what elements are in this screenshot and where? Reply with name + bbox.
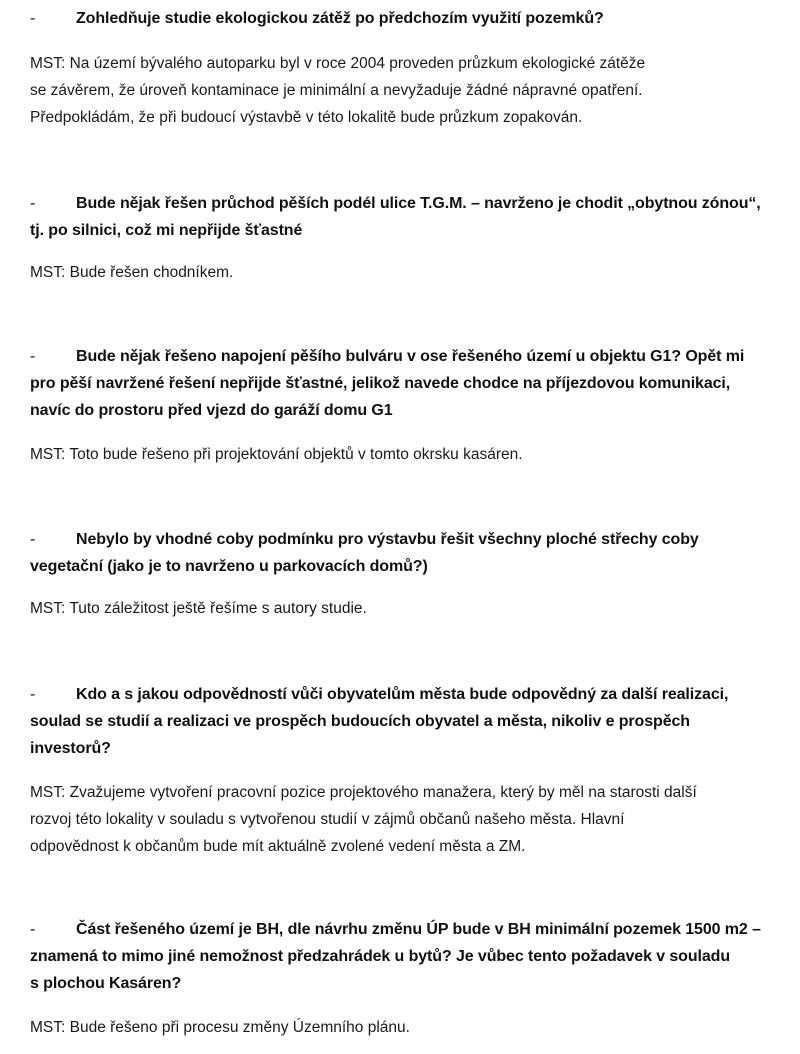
question-2 xyxy=(30,190,765,244)
answer-line: Předpokládám, že při budoucí výstavbě v této lokalitě bude průzkum zopakován. xyxy=(30,109,583,126)
question-line: Bude nějak řešeno napojení pěšího bulváru v ose řešeného území u objektu G1? Opět mi xyxy=(76,348,745,365)
qa-item-4 xyxy=(30,526,765,622)
question-3 xyxy=(30,343,765,424)
bullet-dash: - xyxy=(30,921,36,938)
question-line: navíc do prostoru před vjezd do garáží domu G1 xyxy=(30,402,393,419)
answer-5 xyxy=(30,779,765,860)
qa-item-5 xyxy=(30,681,765,860)
question-1 xyxy=(30,5,765,32)
qa-item-2 xyxy=(30,190,765,286)
answer-line: MST: Zvažujeme vytvoření pracovní pozice projektového manažera, který by měl na starosti další xyxy=(30,784,697,801)
question-line: Kdo a s jakou odpovědností vůči obyvatelům města bude odpovědný za další realizaci, xyxy=(76,686,729,703)
qa-item-6 xyxy=(30,916,765,1041)
question-line: Bude nějak řešen průchod pěších podél ulice T.G.M. – navrženo je chodit „obytnou zónou“, xyxy=(76,195,761,212)
answer-2 xyxy=(30,259,765,286)
answer-line: MST: Tuto záležitost ještě řešíme s autory studie. xyxy=(30,600,367,617)
answer-line: se závěrem, že úroveň kontaminace je minimální a nevyžaduje žádné nápravné opatření. xyxy=(30,82,643,99)
question-line: Část řešeného území je BH, dle návrhu změnu ÚP bude v BH minimální pozemek 1500 m2 – xyxy=(76,921,761,938)
qa-item-3 xyxy=(30,343,765,468)
question-line: soulad se studií a realizaci ve prospěch budoucích obyvatel a města, nikoliv e prospěch xyxy=(30,713,690,730)
question-line: vegetační (jako je to navrženo u parkovacích domů?) xyxy=(30,558,428,575)
question-text: Zohledňuje studie ekologickou zátěž po předchozím využití pozemků? xyxy=(76,10,604,27)
question-line: investorů? xyxy=(30,740,111,757)
question-5 xyxy=(30,681,765,762)
question-6 xyxy=(30,916,765,997)
bullet-dash: - xyxy=(30,195,36,212)
answer-line: odpovědnost k občanům bude mít aktuálně zvolené vedení města a ZM. xyxy=(30,838,526,855)
bullet-dash: - xyxy=(30,686,36,703)
answer-3 xyxy=(30,441,765,468)
question-line: pro pěší navržené řešení nepřijde šťastné, jelikož navede chodce na příjezdovou komunikaci, xyxy=(30,375,731,392)
question-line: tj. po silnici, což mi nepřijde šťastné xyxy=(30,222,303,239)
bullet-dash: - xyxy=(30,531,36,548)
question-line: Nebylo by vhodné coby podmínku pro výstavbu řešit všechny ploché střechy coby xyxy=(76,531,699,548)
answer-line: MST: Bude řešeno při procesu změny Územního plánu. xyxy=(30,1019,410,1036)
answer-line: MST: Bude řešen chodníkem. xyxy=(30,264,234,281)
answer-line: rozvoj této lokality v souladu s vytvořenou studií v zájmů občanů našeho města. Hlavní xyxy=(30,811,625,828)
question-line: znamená to mimo jiné nemožnost předzahrádek u bytů? Je vůbec tento požadavek v souladu xyxy=(30,948,730,965)
answer-1 xyxy=(30,50,765,131)
question-line: s plochou Kasáren? xyxy=(30,975,182,992)
question-4 xyxy=(30,526,765,580)
answer-line: MST: Na území bývalého autoparku byl v roce 2004 proveden průzkum ekologické zátěže xyxy=(30,55,646,72)
answer-6 xyxy=(30,1014,765,1041)
answer-line: MST: Toto bude řešeno při projektování objektů v tomto okrsku kasáren. xyxy=(30,446,523,463)
bullet-dash: - xyxy=(30,10,36,27)
bullet-dash: - xyxy=(30,348,36,365)
qa-item-1 xyxy=(30,5,765,131)
answer-4 xyxy=(30,595,765,622)
